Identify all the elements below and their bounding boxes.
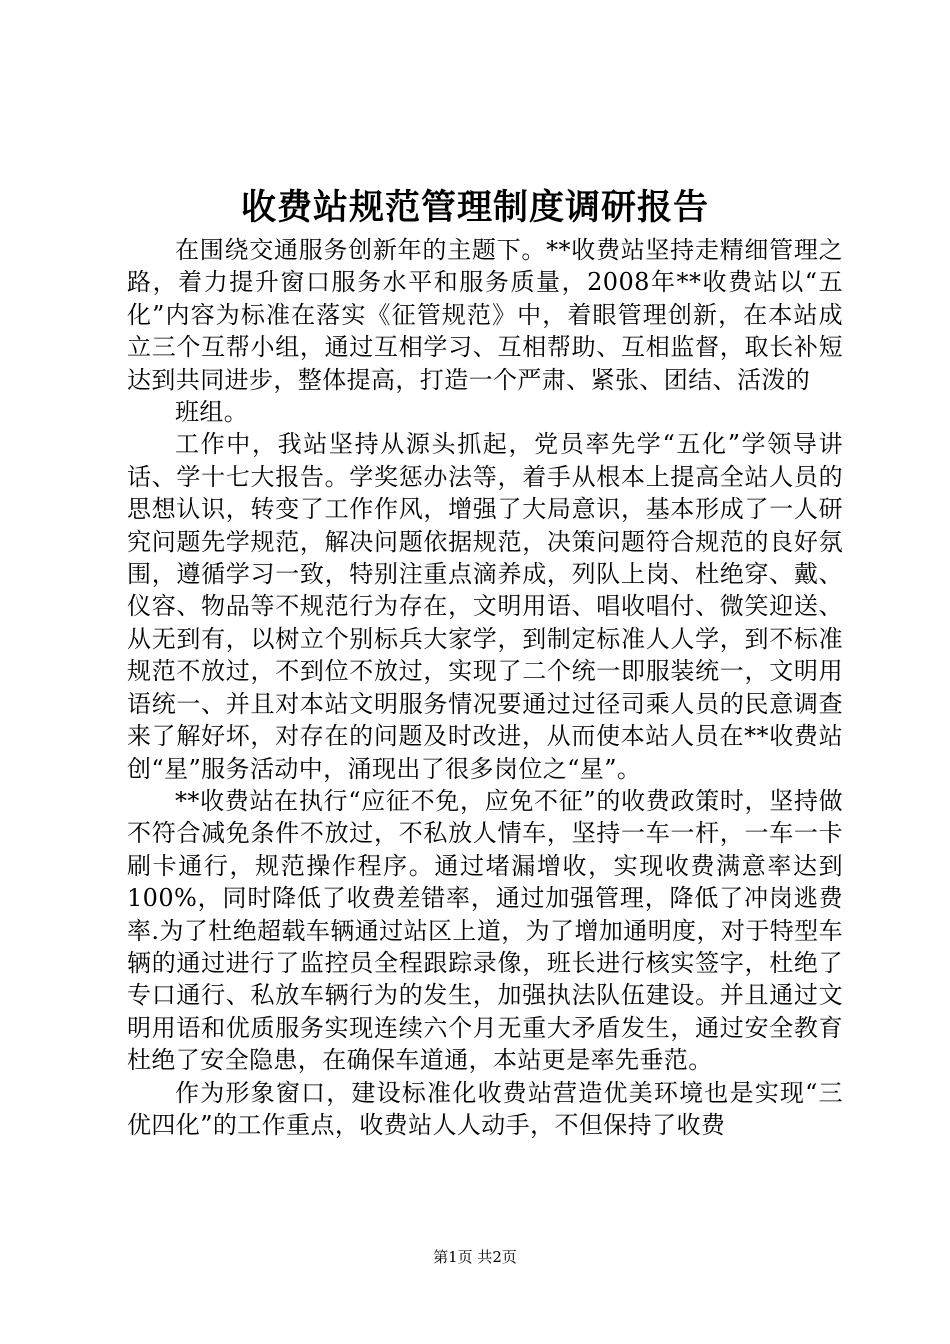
- page-number-footer: 第1页 共2页: [433, 1248, 517, 1266]
- paragraph-4: **收费站在执行“应征不免，应免不征”的收费政策时，坚持做不符合减免条件不放过，不私放人情车，坚持一车一杆，一车一卡刷卡通行，规范操作程序。通过堵漏增收，实现收费满意率达到100%，同时降低了收费差错率，通过加强管理，降低了冲岗逃费率.为了杜绝超载车辆通过站区上道，为了增加通明度，对于特型车辆的通过进行了监控员全程跟踪录像，班长进行核实签字，杜绝了专口通行、私放车辆行为的发生，加强执法队伍建设。并且通过文明用语和优质服务实现连续六个月无重大矛盾发生，通过安全教育杜绝了安全隐患，在确保车道通，本站更是率先垂范。: [127, 786, 843, 1075]
- document-body: [127, 234, 843, 1141]
- paragraph-2: 班组。: [175, 398, 249, 427]
- paragraph-3: 工作中，我站坚持从源头抓起，党员率先学“五化”学领导讲话、学十七大报告。学奖惩办法等，着手从根本上提高全站人员的思想认识，转变了工作作风，增强了大局意识，基本形成了一人研究问题先学规范，解决问题依据规范，决策问题符合规范的良好氛围，遵循学习一致，特别注重点滴养成，列队上岗、杜绝穿、戴、仪容、物品等不规范行为存在，文明用语、唱收唱付、微笑迎送、从无到有，以树立个别标兵大家学，到制定标准人人学，到不标准规范不放过，不到位不放过，实现了二个统一即服装统一，文明用语统一、并且对本站文明服务情况要通过过径司乘人员的民意调查来了解好坏，对存在的问题及时改进，从而使本站人员在**收费站创“星”服务活动中，涌现出了很多岗位之“星”。: [127, 430, 843, 783]
- document-title: 收费站规范管理制度调研报告: [240, 187, 709, 228]
- paragraph-5: 作为形象窗口，建设标准化收费站营造优美环境也是实现“三优四化”的工作重点，收费站人人动手，不但保持了收费: [127, 1078, 843, 1139]
- paragraph-1: 在围绕交通服务创新年的主题下。**收费站坚持走精细管理之路，着力提升窗口服务水平和服务质量，2008年**收费站以“五化”内容为标准在落实《征管规范》中，着眼管理创新，在本站成立三个互帮小组，通过互相学习、互相帮助、互相监督，取长补短达到共同进步，整体提高，打造一个严肃、紧张、团结、活泼的: [127, 236, 843, 394]
